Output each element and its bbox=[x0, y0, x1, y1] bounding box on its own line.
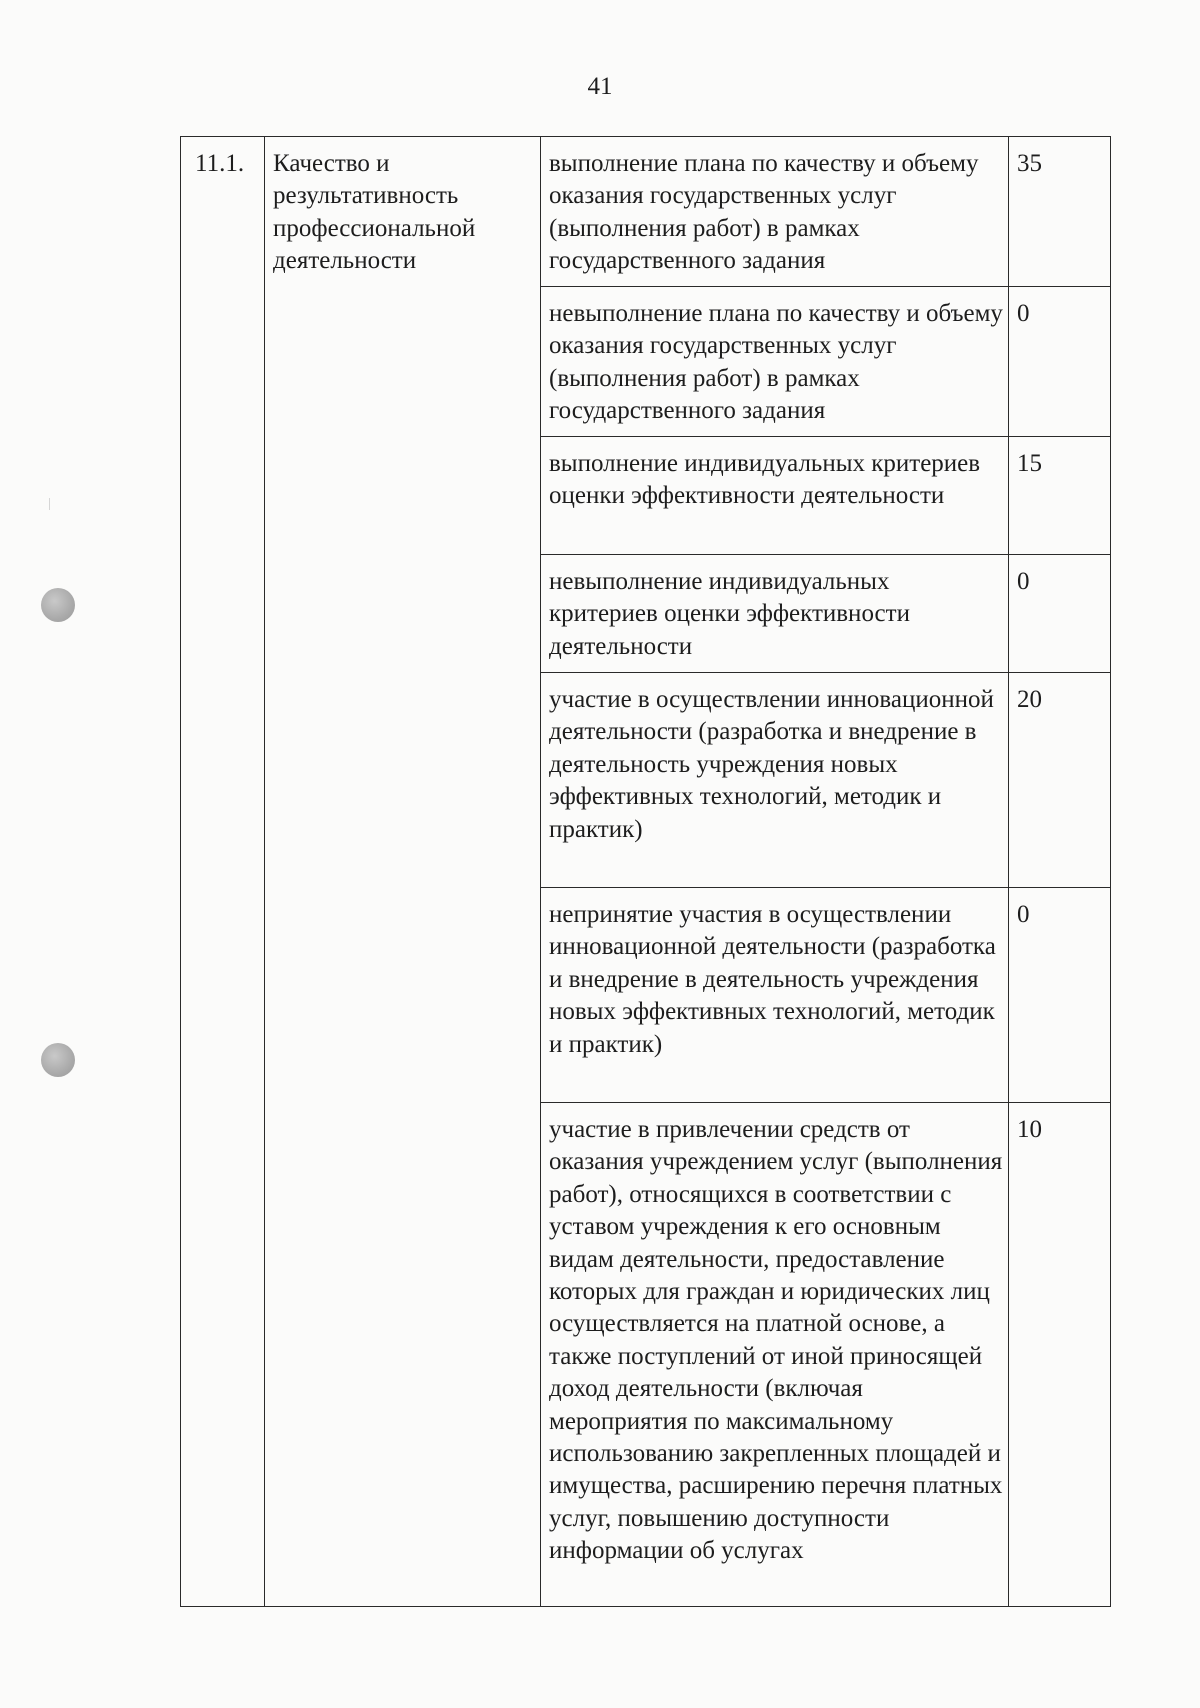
page-number: 41 bbox=[587, 73, 613, 100]
section-number: 11.1. bbox=[181, 137, 265, 1607]
score-cell: 15 bbox=[1009, 437, 1111, 555]
punch-hole bbox=[41, 1043, 75, 1077]
score-cell: 35 bbox=[1009, 137, 1111, 287]
score-cell: 0 bbox=[1009, 888, 1111, 1103]
criterion-cell: невыполнение индивидуальных критериев оценки эффективности деятельности bbox=[541, 555, 1009, 673]
criterion-cell: участие в привлечении средств от оказания учреждением услуг (выполнения работ), относящихся в соответствии с уставом учреждения к его основным видам деятельности, предоставление которых для граждан и юридических лиц осуществляется на платной основе, а также поступлений от иной приносящей доход деятельности (включая мероприятия по максимальному использованию закрепленных площадей и имущества, расширению перечня платных услуг, повышению доступности информации об услугах bbox=[541, 1103, 1009, 1607]
score-cell: 20 bbox=[1009, 673, 1111, 888]
table-row bbox=[181, 137, 1111, 287]
criterion-cell: участие в осуществлении инновационной деятельности (разработка и внедрение в деятельность учреждения новых эффективных технологий, методик и практик) bbox=[541, 673, 1009, 888]
criterion-cell: выполнение индивидуальных критериев оценки эффективности деятельности bbox=[541, 437, 1009, 555]
criterion-cell: выполнение плана по качеству и объему оказания государственных услуг (выполнения работ) в рамках государственного задания bbox=[541, 137, 1009, 287]
score-cell: 0 bbox=[1009, 555, 1111, 673]
scan-mark bbox=[49, 498, 50, 510]
score-cell: 10 bbox=[1009, 1103, 1111, 1607]
criterion-cell: непринятие участия в осуществлении инновационной деятельности (разработка и внедрение в деятельность учреждения новых эффективных технологий, методик и практик) bbox=[541, 888, 1009, 1103]
criterion-cell: невыполнение плана по качеству и объему оказания государственных услуг (выполнения работ) в рамках государственного задания bbox=[541, 287, 1009, 437]
score-cell: 0 bbox=[1009, 287, 1111, 437]
punch-hole bbox=[41, 588, 75, 622]
criteria-table bbox=[180, 136, 1111, 1607]
section-category: Качество и результативность профессиональной деятельности bbox=[265, 137, 541, 1607]
